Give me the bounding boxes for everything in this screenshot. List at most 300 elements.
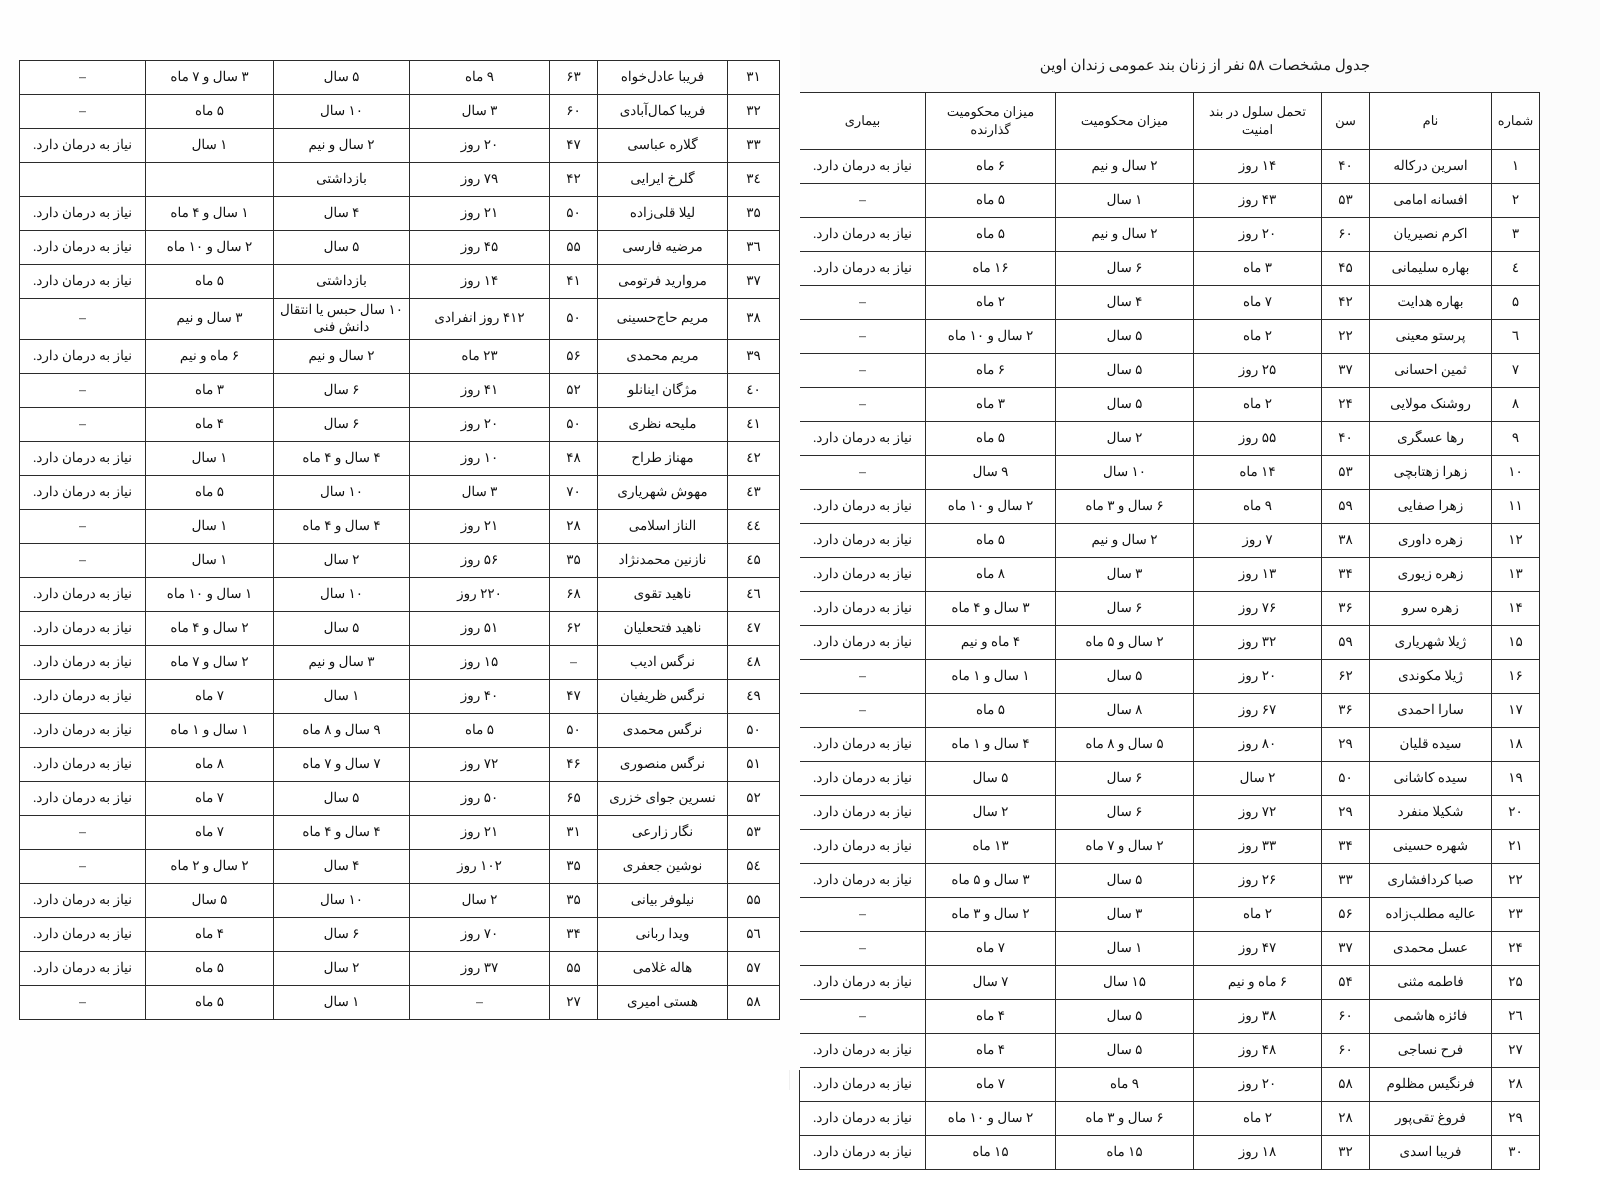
row-sentence: ۲ سال — [274, 951, 410, 985]
row-number: ٤۰ — [728, 373, 780, 407]
row-illness: – — [800, 320, 926, 354]
row-illness: نیاز به درمان دارد. — [20, 577, 146, 611]
row-sentence: ۱ سال — [1056, 932, 1194, 966]
table-row — [800, 694, 1540, 728]
row-number: ۵۲ — [728, 781, 780, 815]
row-cell-time: ۲۱ روز — [410, 197, 550, 231]
table-row — [800, 1034, 1540, 1068]
row-number: ۵٦ — [728, 917, 780, 951]
row-name: نوشین جعفری — [598, 849, 728, 883]
row-name: مهناز طراح — [598, 441, 728, 475]
row-cell-time: ۱۰ روز — [410, 441, 550, 475]
row-cell-time: ۲۰ روز — [1194, 660, 1322, 694]
row-number: ٤٤ — [728, 509, 780, 543]
row-number: ۱۸ — [1492, 728, 1540, 762]
row-name: ثمین احسانی — [1370, 354, 1492, 388]
row-illness: نیاز به درمان دارد. — [800, 796, 926, 830]
row-name: مریم حاج‌حسینی — [598, 299, 728, 340]
row-sentence: ۱۰ سال — [274, 475, 410, 509]
table-row — [20, 951, 780, 985]
row-illness: نیاز به درمان دارد. — [800, 422, 926, 456]
row-sentence: ۶ سال و ۳ ماه — [1056, 490, 1194, 524]
row-age: ۲۹ — [1322, 728, 1370, 762]
row-name: مریم محمدی — [598, 339, 728, 373]
row-name: سارا احمدی — [1370, 694, 1492, 728]
row-age: ۵۰ — [550, 197, 598, 231]
page-title: جدول مشخصات ۵۸ نفر از زنان بند عمومی زندان اوین — [1039, 58, 1371, 74]
table-body-part2 — [20, 61, 780, 1020]
row-illness: نیاز به درمان دارد. — [800, 966, 926, 1000]
table-row — [800, 558, 1540, 592]
row-illness: نیاز به درمان دارد. — [800, 218, 926, 252]
row-cell-time: ۳ سال — [410, 475, 550, 509]
row-served: ۸ ماه — [926, 558, 1056, 592]
table-row — [800, 898, 1540, 932]
table-row — [20, 441, 780, 475]
row-cell-time: ۲ ماه — [1194, 320, 1322, 354]
table-row — [800, 150, 1540, 184]
table-row — [800, 218, 1540, 252]
row-cell-time: ۲۱ روز — [410, 509, 550, 543]
row-name: فروغ تقی‌پور — [1370, 1102, 1492, 1136]
row-sentence: ۵ سال — [274, 231, 410, 265]
row-served: ۷ ماه — [146, 679, 274, 713]
table-row — [20, 231, 780, 265]
row-cell-time: ۳۷ روز — [410, 951, 550, 985]
row-sentence: ۱۰ سال — [1056, 456, 1194, 490]
row-cell-time: ۵ ماه — [410, 713, 550, 747]
row-cell-time: ۲۶ روز — [1194, 864, 1322, 898]
row-sentence: ۵ سال — [1056, 660, 1194, 694]
row-age: ۴۰ — [1322, 422, 1370, 456]
row-illness: نیاز به درمان دارد. — [20, 713, 146, 747]
row-name: اسرین درکاله — [1370, 150, 1492, 184]
row-name: بهاره سلیمانی — [1370, 252, 1492, 286]
table-row — [20, 815, 780, 849]
table-row — [20, 163, 780, 197]
row-served: ۵ ماه — [146, 265, 274, 299]
row-age: ۵۹ — [1322, 626, 1370, 660]
row-age: ۲۸ — [550, 509, 598, 543]
row-sentence: ۵ سال — [1056, 864, 1194, 898]
row-cell-time: – — [410, 985, 550, 1019]
row-served: ۳ سال و ۴ ماه — [926, 592, 1056, 626]
row-number: ۱۱ — [1492, 490, 1540, 524]
table-row — [800, 966, 1540, 1000]
row-name: فرنگیس مظلوم — [1370, 1068, 1492, 1102]
row-age: ۳۵ — [550, 849, 598, 883]
row-served: ۲ سال و ۴ ماه — [146, 611, 274, 645]
table-row — [800, 660, 1540, 694]
row-name: فرح نساجی — [1370, 1034, 1492, 1068]
row-cell-time: ۱۴ ماه — [1194, 456, 1322, 490]
row-served: ۳ ماه — [926, 388, 1056, 422]
row-illness: نیاز به درمان دارد. — [800, 864, 926, 898]
prisoners-table-part1 — [799, 92, 1540, 1170]
row-name: شکیلا منفرد — [1370, 796, 1492, 830]
row-cell-time: ۴۳ روز — [1194, 184, 1322, 218]
table-row — [800, 762, 1540, 796]
row-sentence: ۲ سال و ۵ ماه — [1056, 626, 1194, 660]
row-number: ٤۱ — [728, 407, 780, 441]
table-row — [20, 611, 780, 645]
row-illness: نیاز به درمان دارد. — [20, 781, 146, 815]
row-served: ۲ سال و ۱۰ ماه — [146, 231, 274, 265]
row-number: ۲۲ — [1492, 864, 1540, 898]
row-number: ٤ — [1492, 252, 1540, 286]
row-illness: نیاز به درمان دارد. — [20, 645, 146, 679]
row-name: ویدا ربانی — [598, 917, 728, 951]
row-sentence: ۱۵ ماه — [1056, 1136, 1194, 1170]
row-sentence: ۶ سال — [274, 373, 410, 407]
row-illness: نیاز به درمان دارد. — [20, 747, 146, 781]
row-number: ۸ — [1492, 388, 1540, 422]
row-sentence: ۱۵ سال — [1056, 966, 1194, 1000]
row-illness: نیاز به درمان دارد. — [800, 830, 926, 864]
row-served: ۵ ماه — [146, 951, 274, 985]
row-cell-time: ۱۵ روز — [410, 645, 550, 679]
row-illness — [20, 163, 146, 197]
row-number: ۲۸ — [1492, 1068, 1540, 1102]
row-number: ۱۵ — [1492, 626, 1540, 660]
row-cell-time: ۲ ماه — [1194, 1102, 1322, 1136]
row-sentence: ۳ سال — [1056, 558, 1194, 592]
row-cell-time: ۶۷ روز — [1194, 694, 1322, 728]
row-age: ۴۶ — [550, 747, 598, 781]
row-illness: نیاز به درمان دارد. — [800, 1068, 926, 1102]
row-age: ۲۹ — [1322, 796, 1370, 830]
row-number: ۲۱ — [1492, 830, 1540, 864]
row-name: پرستو معینی — [1370, 320, 1492, 354]
row-cell-time: ۹ ماه — [410, 61, 550, 95]
row-age: ۴۵ — [1322, 252, 1370, 286]
row-number: ۲۰ — [1492, 796, 1540, 830]
row-illness: – — [20, 373, 146, 407]
row-age: ۴۱ — [550, 265, 598, 299]
row-number: ۳۹ — [728, 339, 780, 373]
row-age: ۵۵ — [550, 231, 598, 265]
row-number: ٤۹ — [728, 679, 780, 713]
table-row — [20, 299, 780, 340]
row-illness: نیاز به درمان دارد. — [20, 475, 146, 509]
row-sentence: ۲ سال و نیم — [1056, 524, 1194, 558]
row-age: ۳۷ — [1322, 354, 1370, 388]
row-number: ٦ — [1492, 320, 1540, 354]
row-cell-time: ۵۰ روز — [410, 781, 550, 815]
row-number: ۲۷ — [1492, 1034, 1540, 1068]
row-illness: نیاز به درمان دارد. — [800, 1034, 926, 1068]
table-row — [20, 985, 780, 1019]
row-sentence: ۵ سال — [274, 61, 410, 95]
row-cell-time: ۵۶ روز — [410, 543, 550, 577]
row-cell-time: ۳ ماه — [1194, 252, 1322, 286]
row-number: ۳۱ — [728, 61, 780, 95]
row-sentence: ۴ سال — [1056, 286, 1194, 320]
row-age: ۲۷ — [550, 985, 598, 1019]
table-row — [20, 129, 780, 163]
table-row — [20, 645, 780, 679]
row-sentence: ۵ سال — [274, 781, 410, 815]
row-sentence: ۴ سال و ۴ ماه — [274, 815, 410, 849]
row-name: ناهید تقوی — [598, 577, 728, 611]
row-number: ۲۴ — [1492, 932, 1540, 966]
row-number: ٤۸ — [728, 645, 780, 679]
row-number: ٤۵ — [728, 543, 780, 577]
table-row — [800, 524, 1540, 558]
row-served: ۱ سال — [146, 543, 274, 577]
row-name: فریبا اسدی — [1370, 1136, 1492, 1170]
table-row — [20, 713, 780, 747]
row-name: ناهید فتحعلیان — [598, 611, 728, 645]
row-served: ۵ ماه — [926, 184, 1056, 218]
row-age: ۳۴ — [550, 917, 598, 951]
row-cell-time: ۲ ماه — [1194, 898, 1322, 932]
row-age: ۳۷ — [1322, 932, 1370, 966]
row-sentence: بازداشتی — [274, 163, 410, 197]
table-row — [20, 781, 780, 815]
row-name: بهاره هدایت — [1370, 286, 1492, 320]
row-served: ۴ سال و ۱ ماه — [926, 728, 1056, 762]
row-sentence: ۹ سال و ۸ ماه — [274, 713, 410, 747]
row-name: زهره سرو — [1370, 592, 1492, 626]
row-cell-time: ۲۰ روز — [410, 129, 550, 163]
row-served: ۷ ماه — [146, 815, 274, 849]
row-illness: نیاز به درمان دارد. — [800, 524, 926, 558]
row-illness: – — [800, 286, 926, 320]
table-row — [20, 747, 780, 781]
row-illness: – — [20, 543, 146, 577]
row-name: نرگس ادیب — [598, 645, 728, 679]
row-sentence: ۱ سال — [274, 985, 410, 1019]
row-served: ۲ سال و ۷ ماه — [146, 645, 274, 679]
row-cell-time: ۹ ماه — [1194, 490, 1322, 524]
row-number: ۲٦ — [1492, 1000, 1540, 1034]
row-name: عسل محمدی — [1370, 932, 1492, 966]
row-illness: – — [20, 299, 146, 340]
table-row — [800, 388, 1540, 422]
row-number: ۳ — [1492, 218, 1540, 252]
row-name: هاله غلامی — [598, 951, 728, 985]
row-served: ۱ سال و ۴ ماه — [146, 197, 274, 231]
row-sentence: ۴ سال و ۴ ماه — [274, 509, 410, 543]
table-row — [20, 475, 780, 509]
row-sentence: ۱۰ سال — [274, 883, 410, 917]
row-sentence: ۶ سال — [1056, 796, 1194, 830]
row-cell-time: ۴۱۲ روز انفرادی — [410, 299, 550, 340]
row-served: ۵ ماه — [146, 985, 274, 1019]
row-cell-time: ۶ ماه و نیم — [1194, 966, 1322, 1000]
table-row — [800, 728, 1540, 762]
row-illness: نیاز به درمان دارد. — [20, 883, 146, 917]
table-row — [800, 354, 1540, 388]
row-sentence: ۳ سال و نیم — [274, 645, 410, 679]
table-panel-first — [790, 0, 1600, 1160]
table-row — [800, 320, 1540, 354]
row-served: ۱ سال و ۱ ماه — [146, 713, 274, 747]
row-name: روشنک مولایی — [1370, 388, 1492, 422]
row-illness: – — [20, 95, 146, 129]
row-sentence: ۲ سال و ۷ ماه — [1056, 830, 1194, 864]
table-row — [20, 679, 780, 713]
row-sentence: ۴ سال و ۴ ماه — [274, 441, 410, 475]
table-row — [20, 61, 780, 95]
row-illness: – — [800, 184, 926, 218]
row-number: ۳۳ — [728, 129, 780, 163]
row-illness: – — [20, 985, 146, 1019]
row-age: ۳۲ — [1322, 1136, 1370, 1170]
row-cell-time: ۷۲ روز — [1194, 796, 1322, 830]
table-row — [20, 197, 780, 231]
row-name: زهره داوری — [1370, 524, 1492, 558]
row-sentence: ۱ سال — [274, 679, 410, 713]
row-age: ۳۶ — [1322, 592, 1370, 626]
row-number: ۲۵ — [1492, 966, 1540, 1000]
row-served: ۶ ماه — [926, 150, 1056, 184]
row-name: نیلوفر بیانی — [598, 883, 728, 917]
row-number: ۳۸ — [728, 299, 780, 340]
row-cell-time: ۱۸ روز — [1194, 1136, 1322, 1170]
row-cell-time: ۴۰ روز — [410, 679, 550, 713]
row-cell-time: ۲ ماه — [1194, 388, 1322, 422]
row-sentence: ۱۰ سال حبس یا انتقال دانش فنی — [274, 299, 410, 340]
row-name: نرگس ظریفیان — [598, 679, 728, 713]
row-sentence: ۶ سال — [274, 917, 410, 951]
row-cell-time: ۷ ماه — [1194, 286, 1322, 320]
row-name: گلاره عباسی — [598, 129, 728, 163]
row-age: ۶۸ — [550, 577, 598, 611]
row-age: ۵۰ — [550, 407, 598, 441]
table-row — [800, 1136, 1540, 1170]
row-name: مروارید فرتومی — [598, 265, 728, 299]
row-number: ۵۱ — [728, 747, 780, 781]
row-served: ۱۶ ماه — [926, 252, 1056, 286]
row-illness: نیاز به درمان دارد. — [800, 762, 926, 796]
row-number: ۱۹ — [1492, 762, 1540, 796]
row-number: ٤۷ — [728, 611, 780, 645]
row-cell-time: ۱۴ روز — [410, 265, 550, 299]
row-sentence: ۶ سال — [274, 407, 410, 441]
row-served: ۴ ماه — [926, 1034, 1056, 1068]
row-number: ۱۰ — [1492, 456, 1540, 490]
row-cell-time: ۷۹ روز — [410, 163, 550, 197]
row-sentence: ۳ سال — [1056, 898, 1194, 932]
row-served: ۲ سال و ۱۰ ماه — [926, 320, 1056, 354]
row-served: ۵ ماه — [926, 694, 1056, 728]
row-name: مژگان اینانلو — [598, 373, 728, 407]
table-row — [800, 184, 1540, 218]
table-row — [800, 1000, 1540, 1034]
row-name: گلرخ ایرایی — [598, 163, 728, 197]
row-illness: نیاز به درمان دارد. — [20, 611, 146, 645]
table-body-part1 — [800, 150, 1540, 1170]
row-sentence: ۲ سال و نیم — [274, 129, 410, 163]
row-name: ژیلا مکوندی — [1370, 660, 1492, 694]
row-sentence: ۱۰ سال — [274, 577, 410, 611]
row-name: سیده کاشانی — [1370, 762, 1492, 796]
row-served: ۵ سال — [926, 762, 1056, 796]
row-illness: نیاز به درمان دارد. — [800, 150, 926, 184]
row-name: عالیه مطلب‌زاده — [1370, 898, 1492, 932]
row-served: ۷ سال — [926, 966, 1056, 1000]
row-illness: – — [800, 388, 926, 422]
table-row — [20, 917, 780, 951]
row-number: ۵۷ — [728, 951, 780, 985]
row-number: ۱۶ — [1492, 660, 1540, 694]
row-illness: نیاز به درمان دارد. — [20, 231, 146, 265]
row-cell-time: ۲۵ روز — [1194, 354, 1322, 388]
table-row — [800, 422, 1540, 456]
row-served: ۱ سال و ۱۰ ماه — [146, 577, 274, 611]
row-sentence: بازداشتی — [274, 265, 410, 299]
table-row — [800, 456, 1540, 490]
row-number: ۵۰ — [728, 713, 780, 747]
row-cell-time: ۸۰ روز — [1194, 728, 1322, 762]
row-served: ۳ سال و ۷ ماه — [146, 61, 274, 95]
row-age: ۵۲ — [550, 373, 598, 407]
table-row — [800, 252, 1540, 286]
row-cell-time: ۷۰ روز — [410, 917, 550, 951]
row-illness: نیاز به درمان دارد. — [800, 1136, 926, 1170]
row-illness: نیاز به درمان دارد. — [20, 441, 146, 475]
row-served: ۲ ماه — [926, 286, 1056, 320]
row-age: ۶۳ — [550, 61, 598, 95]
row-sentence: ۵ سال — [1056, 1034, 1194, 1068]
row-age: ۴۰ — [1322, 150, 1370, 184]
row-age: ۶۰ — [1322, 1000, 1370, 1034]
row-cell-time: ۲۲۰ روز — [410, 577, 550, 611]
row-age: – — [550, 645, 598, 679]
row-served: ۷ ماه — [146, 781, 274, 815]
row-served: ۶ ماه — [926, 354, 1056, 388]
row-sentence: ۶ سال — [1056, 252, 1194, 286]
table-row — [20, 339, 780, 373]
table-row — [800, 490, 1540, 524]
row-illness: – — [20, 61, 146, 95]
row-illness: – — [800, 694, 926, 728]
row-illness: – — [20, 849, 146, 883]
table-row — [800, 592, 1540, 626]
row-age: ۵۸ — [1322, 1068, 1370, 1102]
row-served: ۹ سال — [926, 456, 1056, 490]
row-served: ۵ ماه — [146, 475, 274, 509]
row-cell-time: ۲ سال — [1194, 762, 1322, 796]
row-served: ۶ ماه و نیم — [146, 339, 274, 373]
row-illness: – — [800, 354, 926, 388]
row-age: ۳۶ — [1322, 694, 1370, 728]
row-illness: نیاز به درمان دارد. — [20, 917, 146, 951]
row-cell-time: ۵۵ روز — [1194, 422, 1322, 456]
column-header-sentence: میزان محکومیت — [1056, 93, 1194, 150]
row-cell-time: ۴۷ روز — [1194, 932, 1322, 966]
row-cell-time: ۲۰ روز — [410, 407, 550, 441]
row-sentence: ۲ سال و نیم — [1056, 150, 1194, 184]
row-cell-time: ۳۲ روز — [1194, 626, 1322, 660]
row-served: ۴ ماه — [146, 407, 274, 441]
row-age: ۵۰ — [1322, 762, 1370, 796]
row-cell-time: ۷۶ روز — [1194, 592, 1322, 626]
table-row — [20, 849, 780, 883]
row-served: ۵ ماه — [146, 95, 274, 129]
row-name: نسرین جوای خزری — [598, 781, 728, 815]
row-illness: نیاز به درمان دارد. — [800, 592, 926, 626]
row-age: ۴۷ — [550, 129, 598, 163]
row-sentence: ۶ سال — [1056, 592, 1194, 626]
row-name: فریبا عادل‌خواه — [598, 61, 728, 95]
table-row — [20, 265, 780, 299]
row-illness: – — [20, 509, 146, 543]
row-age: ۶۰ — [550, 95, 598, 129]
row-age: ۶۲ — [1322, 660, 1370, 694]
